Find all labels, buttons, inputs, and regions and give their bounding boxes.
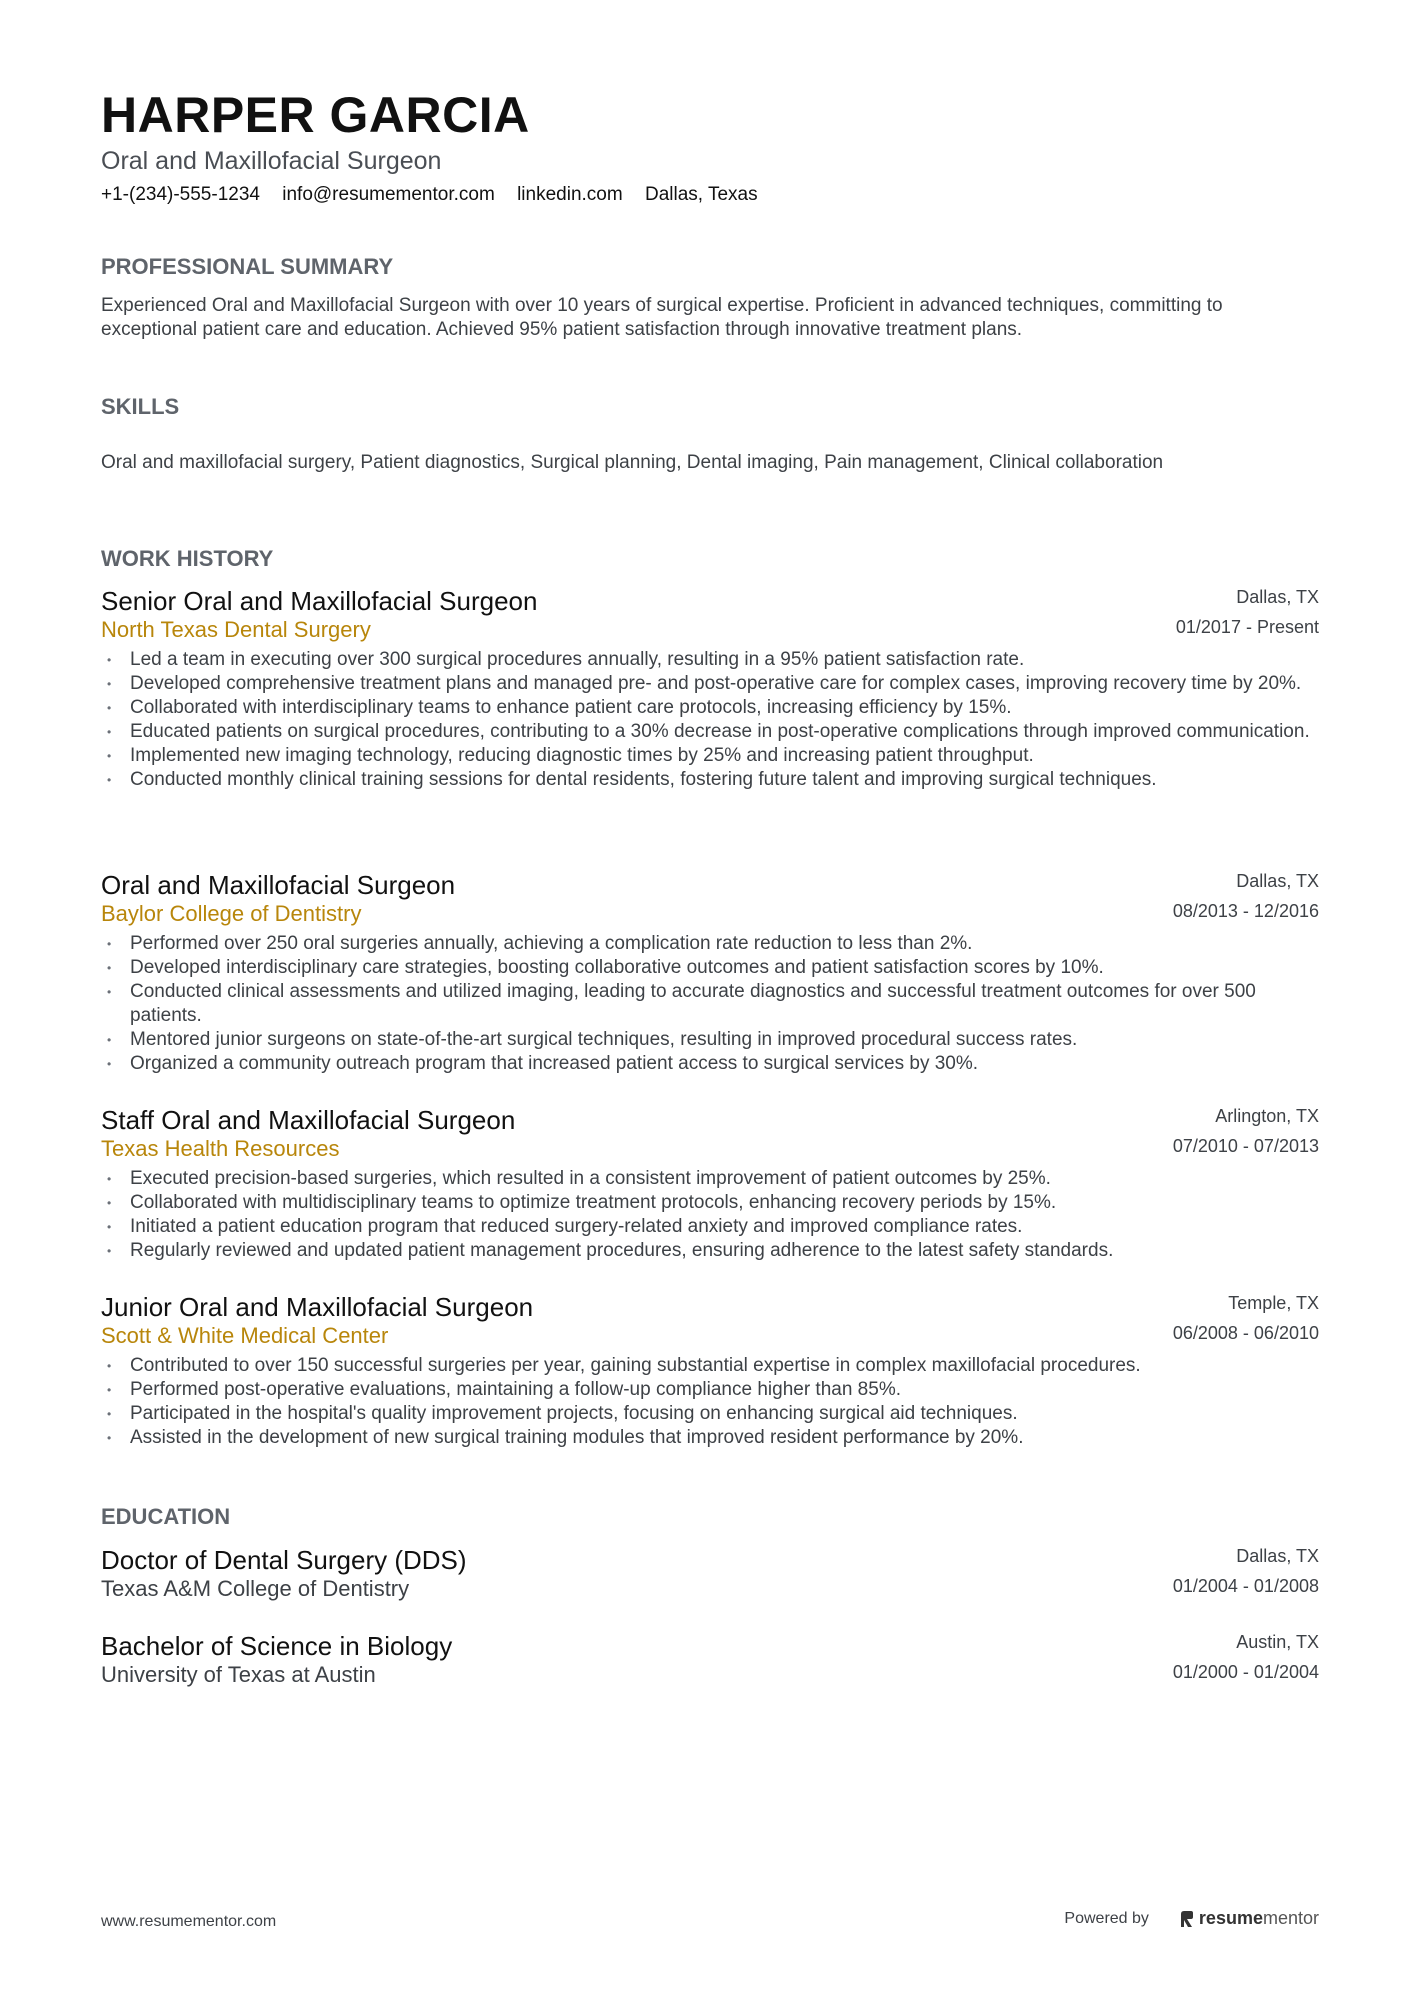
footer-branding bbox=[1064, 1908, 1319, 1929]
job-bullets bbox=[101, 932, 1319, 1076]
job-bullets bbox=[101, 648, 1319, 792]
brand-name-light: mentor bbox=[1262, 1908, 1319, 1928]
job-dates: 01/2017 - Present bbox=[1175, 617, 1319, 637]
job-bullet: • Performed post-operative evaluations, maintaining a follow-up compliance higher than 85%. bbox=[101, 1378, 1319, 1402]
job-entry bbox=[101, 870, 1319, 1076]
work-heading: WORK HISTORY bbox=[101, 546, 274, 571]
job-bullet: • Implemented new imaging technology, reducing diagnostic times by 25% and increasing patient throughput. bbox=[101, 744, 1319, 768]
contact-email: info@resumementor.com bbox=[282, 184, 495, 205]
edu-degree: Bachelor of Science in Biology bbox=[101, 1631, 453, 1661]
job-location: Arlington, TX bbox=[1215, 1106, 1319, 1126]
summary-text: Experienced Oral and Maxillofacial Surgeon with over 10 years of surgical expertise. Proficient in advanced techniques, committing to exceptional patient care and education. Achieved 95% patient satisfaction through innovative treatment plans. bbox=[101, 295, 1223, 340]
job-company: Baylor College of Dentistry bbox=[101, 901, 362, 926]
edu-degree: Doctor of Dental Surgery (DDS) bbox=[101, 1545, 467, 1575]
contact-phone: +1-(234)-555-1234 bbox=[101, 184, 260, 205]
job-bullet: • Developed comprehensive treatment plans and managed pre- and post-operative care for complex cases, improving recovery time by 20%. bbox=[101, 672, 1319, 696]
job-location: Temple, TX bbox=[1228, 1293, 1319, 1313]
education-heading: EDUCATION bbox=[101, 1504, 231, 1529]
job-bullet: • Conducted clinical assessments and utilized imaging, leading to accurate diagnostics and successful treatment outcomes for over 500 patients. bbox=[101, 980, 1319, 1028]
education-entry bbox=[101, 1631, 1319, 1691]
contact-location: Dallas, Texas bbox=[644, 184, 758, 205]
contact-line bbox=[101, 183, 775, 207]
job-company: Scott & White Medical Center bbox=[101, 1323, 389, 1348]
edu-school: Texas A&M College of Dentistry bbox=[101, 1576, 410, 1601]
job-bullets bbox=[101, 1167, 1319, 1263]
job-bullet: • Developed interdisciplinary care strategies, boosting collaborative outcomes and patient satisfaction scores by 10%. bbox=[101, 956, 1319, 980]
job-bullet: • Organized a community outreach program that increased patient access to surgical services by 30%. bbox=[101, 1052, 1319, 1076]
skills-text: Oral and maxillofacial surgery, Patient diagnostics, Surgical planning, Dental imaging, Pain management, Clinical collaboration bbox=[101, 452, 1164, 473]
candidate-title: Oral and Maxillofacial Surgeon bbox=[101, 147, 442, 175]
job-bullet: • Led a team in executing over 300 surgical procedures annually, resulting in a 95% patient satisfaction rate. bbox=[101, 648, 1319, 672]
job-bullet: • Initiated a patient education program that reduced surgery-related anxiety and improved compliance rates. bbox=[101, 1215, 1319, 1239]
edu-dates: 01/2004 - 01/2008 bbox=[1172, 1576, 1319, 1596]
job-bullet: • Contributed to over 150 successful surgeries per year, gaining substantial expertise in complex maxillofacial procedures. bbox=[101, 1354, 1319, 1378]
edu-location: Dallas, TX bbox=[1236, 1546, 1319, 1566]
brand-logo[interactable] bbox=[1179, 1908, 1319, 1929]
job-bullet: • Mentored junior surgeons on state-of-the-art surgical techniques, resulting in improved procedural success rates. bbox=[101, 1028, 1319, 1052]
powered-by-label: Powered by bbox=[1064, 1909, 1149, 1927]
skills-heading: SKILLS bbox=[101, 394, 180, 419]
resumementor-logo-icon bbox=[1179, 1909, 1195, 1929]
brand-name-bold: resume bbox=[1198, 1908, 1263, 1928]
job-location: Dallas, TX bbox=[1236, 871, 1319, 891]
footer-website[interactable]: www.resumementor.com bbox=[101, 1913, 277, 1930]
job-role: Oral and Maxillofacial Surgeon bbox=[101, 870, 456, 900]
skills-section bbox=[101, 393, 1319, 475]
job-dates: 08/2013 - 12/2016 bbox=[1172, 901, 1319, 921]
job-bullet: • Participated in the hospital's quality improvement projects, focusing on enhancing surgical aid techniques. bbox=[101, 1402, 1319, 1426]
job-bullet: • Regularly reviewed and updated patient management procedures, ensuring adherence to the latest safety standards. bbox=[101, 1239, 1319, 1263]
edu-dates: 01/2000 - 01/2004 bbox=[1172, 1662, 1319, 1682]
job-company: Texas Health Resources bbox=[101, 1136, 340, 1161]
job-bullet: • Conducted monthly clinical training sessions for dental residents, fostering future talent and improving surgical techniques. bbox=[101, 768, 1319, 792]
job-bullet: • Performed over 250 oral surgeries annually, achieving a complication rate reduction to less than 2%. bbox=[101, 932, 1319, 956]
edu-location: Austin, TX bbox=[1236, 1632, 1319, 1652]
job-bullet: • Executed precision-based surgeries, which resulted in a consistent improvement of patient outcomes by 25%. bbox=[101, 1167, 1319, 1191]
summary-heading: PROFESSIONAL SUMMARY bbox=[101, 254, 394, 279]
job-role: Junior Oral and Maxillofacial Surgeon bbox=[101, 1292, 534, 1322]
job-bullet: • Assisted in the development of new surgical training modules that improved resident performance by 20%. bbox=[101, 1426, 1319, 1450]
education-entry bbox=[101, 1545, 1319, 1605]
summary-section bbox=[101, 253, 1319, 342]
job-company: North Texas Dental Surgery bbox=[101, 617, 371, 642]
job-entry bbox=[101, 1105, 1319, 1263]
job-entry bbox=[101, 1292, 1319, 1450]
job-bullet: • Educated patients on surgical procedures, contributing to a 30% decrease in post-operative complications through improved communication. bbox=[101, 720, 1319, 744]
job-entry bbox=[101, 586, 1319, 792]
job-bullet: • Collaborated with multidisciplinary teams to optimize treatment protocols, enhancing recovery periods by 15%. bbox=[101, 1191, 1319, 1215]
contact-linkedin: linkedin.com bbox=[517, 184, 623, 205]
job-bullets bbox=[101, 1354, 1319, 1450]
job-location: Dallas, TX bbox=[1236, 587, 1319, 607]
candidate-name: HARPER GARCIA bbox=[101, 87, 530, 143]
education-section bbox=[101, 1503, 1319, 1531]
job-role: Staff Oral and Maxillofacial Surgeon bbox=[101, 1105, 516, 1135]
job-role: Senior Oral and Maxillofacial Surgeon bbox=[101, 586, 538, 616]
job-bullet: • Collaborated with interdisciplinary teams to enhance patient care protocols, increasing efficiency by 15%. bbox=[101, 696, 1319, 720]
edu-school: University of Texas at Austin bbox=[101, 1662, 376, 1687]
job-dates: 06/2008 - 06/2010 bbox=[1172, 1323, 1319, 1343]
work-section bbox=[101, 545, 1319, 573]
job-dates: 07/2010 - 07/2013 bbox=[1172, 1136, 1319, 1156]
